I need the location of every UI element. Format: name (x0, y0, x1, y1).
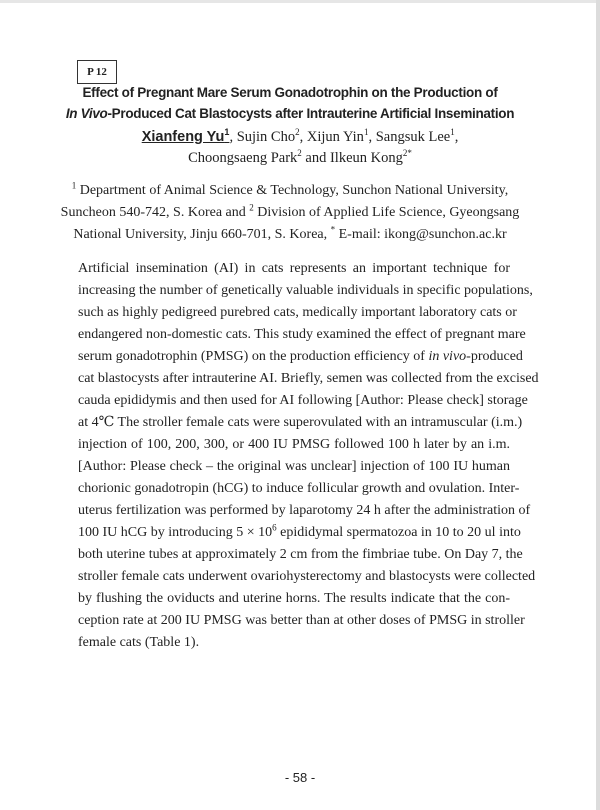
affiliation-text: Department of Animal Science & Technology, Sunchon National University, (79, 183, 509, 198)
abstract-line (78, 500, 531, 522)
abstract-line (78, 610, 525, 632)
affiliation-text: National University, Jinju 660-701, S. Korea, (73, 227, 328, 242)
affiliation-sup: 2 (249, 202, 254, 213)
abstract-text: by flushing the oviducts and uterine horns. The results indicate that the con- (78, 591, 510, 606)
abstract-line (78, 258, 510, 280)
author-sup: 2 (295, 127, 300, 138)
author (188, 150, 302, 166)
abstract-line (78, 324, 526, 346)
italic-term: in vivo (428, 349, 467, 364)
abstract-line (78, 522, 521, 544)
author-sup: 1 (450, 127, 455, 138)
abstract-line (78, 434, 510, 456)
page-top-edge (0, 0, 600, 3)
author (376, 129, 455, 145)
abstract-line (78, 632, 510, 654)
exponent: 6 (272, 522, 277, 533)
abstract-body (78, 258, 539, 654)
page-right-edge (596, 0, 600, 810)
affiliation-text: Suncheon 540-742, S. Korea and (60, 205, 246, 220)
abstract-text: serum gonadotrophin (PMSG) on the production efficiency of (78, 349, 429, 364)
abstract-text: endangered non-domestic cats. This study examined the effect of pregnant mare (78, 327, 526, 342)
author-sup: 1 (224, 127, 230, 138)
title-italic-part: In Vivo (65, 106, 108, 121)
abstract-text: cat blastocysts after intrauterine AI. Briefly, semen was collected from the excised (78, 371, 539, 386)
abstract-text: at 4℃ The stroller female cats were superovulated with an intramuscular (i.m.) (78, 415, 523, 430)
author-name: Ilkeun Kong (329, 150, 403, 166)
authors-line-2: Choongsaeng Park$^2$ and Ilkeun Kong$^{2*}$ (188, 148, 412, 166)
author-sup: 2 (297, 148, 302, 159)
abstract-line (78, 280, 533, 302)
author-presenter (142, 129, 230, 145)
page-number: - 58 - (284, 770, 316, 785)
abstract-text: such as highly pedigreed purebred cats, medically important laboratory cats or (78, 305, 517, 320)
author-name: Xianfeng Yu (141, 129, 225, 145)
author-sup: 1 (363, 127, 369, 138)
author-name: Choongsaeng Park (188, 150, 298, 166)
author (330, 150, 412, 166)
affiliation-line-3 (0, 224, 580, 246)
abstract-code-box: P 12 (77, 60, 117, 84)
author-name: Sangsuk Lee (375, 129, 451, 145)
author (307, 129, 369, 145)
abstract-line (78, 588, 510, 610)
abstract-line (78, 456, 510, 478)
abstract-text: 100 IU hCG by introducing $5 \times 10^6$ epididymal spermatozoa in 10 to 20 ul into (78, 522, 521, 540)
affiliation-email: E-mail: ikong@sunchon.ac.kr (338, 227, 507, 242)
abstract-text: [Author: Please check – the original was unclear] injection of 100 IU human (78, 459, 510, 474)
affiliation-sup: * (330, 224, 336, 235)
abstract-line (78, 544, 523, 566)
author-name: Xijun Yin (306, 129, 364, 145)
authors-line-1: Xianfeng Yu$^1$, Sujin Cho$^2$, Xijun Yin$^1$, Sangsuk Lee$^1$, (141, 127, 459, 145)
abstract-line (78, 302, 517, 324)
abstract-text: -produced (466, 349, 523, 364)
author-name: Sujin Cho (236, 129, 296, 145)
affiliation-sup: 1 (71, 180, 77, 191)
abstract-text: uterus fertilization was performed by laparotomy 24 h after the administration of (78, 503, 531, 518)
abstract-text: stroller female cats underwent ovariohysterectomy and blastocysts were collected (78, 569, 536, 584)
abstract-text: chorionic gonadotropin (hCG) to induce follicular growth and ovulation. Inter- (78, 481, 520, 496)
affiliation-line-1 (0, 180, 580, 202)
abstract-text: injection of 100, 200, 300, or 400 IU PMSG followed 100 h later by an i.m. (78, 437, 510, 452)
abstract-line (78, 566, 536, 588)
title-line-2 (0, 103, 580, 125)
abstract-text: increasing the number of genetically valuable individuals in specific populations, (78, 283, 533, 298)
affiliation-line-2 (0, 202, 580, 224)
author (237, 129, 300, 145)
title-line-1: Effect of Pregnant Mare Serum Gonadotrophin on the Production of (82, 85, 498, 100)
author-sup: 2* (402, 148, 412, 159)
affiliation-text: Division of Applied Life Science, Gyeongsang (257, 205, 520, 220)
title-line-2-rest: -Produced Cat Blastocysts after Intrauterine Artificial Insemination (107, 106, 515, 121)
abstract-line (78, 390, 528, 412)
abstract-line (78, 346, 523, 368)
abstract-line (78, 412, 523, 434)
abstract-text: cauda epididymis and then used for AI following [Author: Please check] storage (78, 393, 528, 408)
abstract-text: female cats (Table 1). (78, 635, 200, 650)
abstract-text: Artificial insemination (AI) in cats represents an important technique for (78, 261, 510, 276)
abstract-line (78, 368, 539, 390)
abstract-text: ception rate at 200 IU PMSG was better than at other doses of PMSG in stroller (78, 613, 525, 628)
abstract-line (78, 478, 520, 500)
abstract-text: both uterine tubes at approximately 2 cm from the fimbriae tube. On Day 7, the (78, 547, 523, 562)
